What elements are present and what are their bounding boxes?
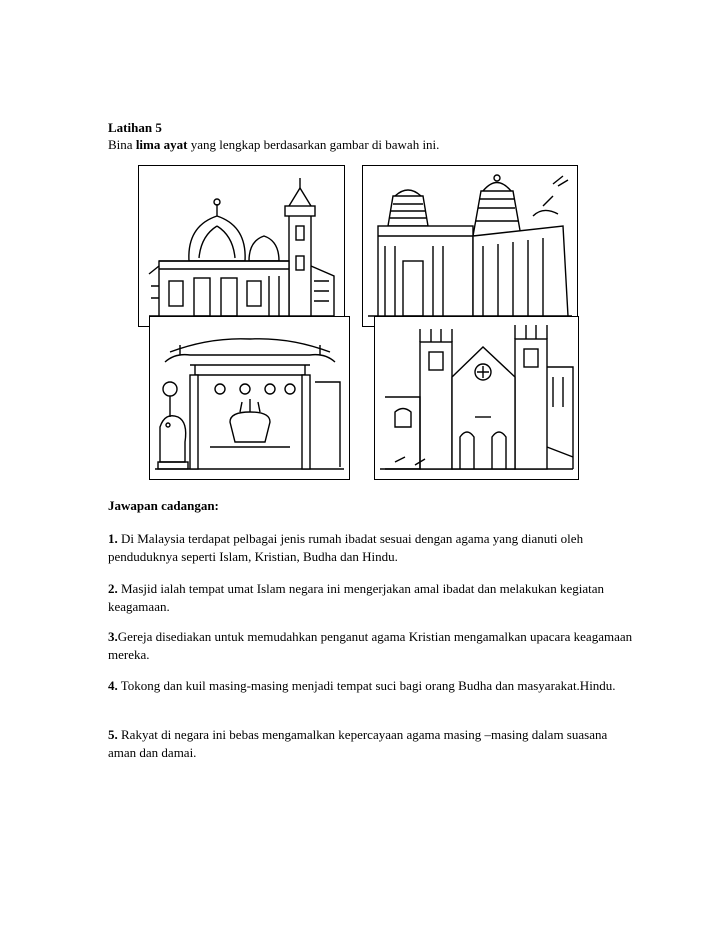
answer-1 xyxy=(108,530,638,566)
instruction-pre: Bina xyxy=(108,137,136,152)
instruction-bold: lima ayat xyxy=(135,137,188,152)
answer-5-num: 5. xyxy=(108,727,118,742)
answer-5-text: Rakyat di negara ini bebas mengamalkan kepercayaan agama masing –masing dalam suasana aman dan damai. xyxy=(108,727,608,760)
mosque-icon xyxy=(139,166,344,326)
answer-5 xyxy=(108,726,638,762)
answer-1-text: Di Malaysia terdapat pelbagai jenis rumah ibadat sesuai dengan agama yang dianuti oleh penduduknya seperti Islam, Kristian, Budha dan Hindu. xyxy=(108,531,584,564)
church-icon xyxy=(375,317,578,479)
mosque-picture xyxy=(138,165,345,327)
answer-3-num: 3. xyxy=(108,629,118,644)
answer-2-num: 2. xyxy=(108,581,118,596)
instruction-post: yang lengkap berdasarkan gambar di bawah ini. xyxy=(187,137,440,152)
answer-1-num: 1. xyxy=(108,531,118,546)
hindu-temple-icon xyxy=(363,166,577,326)
hindu-temple-picture xyxy=(362,165,578,327)
exercise-title: Latihan 5 xyxy=(108,120,162,135)
chinese-temple-picture xyxy=(149,316,350,480)
chinese-temple-icon xyxy=(150,317,349,479)
answer-2-text: Masjid ialah tempat umat Islam negara ini mengerjakan amal ibadat dan melakukan kegiatan keagamaan. xyxy=(108,581,604,614)
answer-4 xyxy=(108,677,638,695)
answer-3 xyxy=(108,628,638,664)
answer-3-text: Gereja disediakan untuk memudahkan penganut agama Kristian mengamalkan upacara keagamaan mereka. xyxy=(108,629,633,662)
answers-heading: Jawapan cadangan: xyxy=(108,498,219,513)
answer-2 xyxy=(108,580,638,616)
answer-4-text: Tokong dan kuil masing-masing menjadi tempat suci bagi orang Budha dan masyarakat.Hindu. xyxy=(117,678,616,693)
church-picture xyxy=(374,316,579,480)
exercise-instruction xyxy=(108,137,439,153)
answer-4-num: 4. xyxy=(108,678,118,693)
